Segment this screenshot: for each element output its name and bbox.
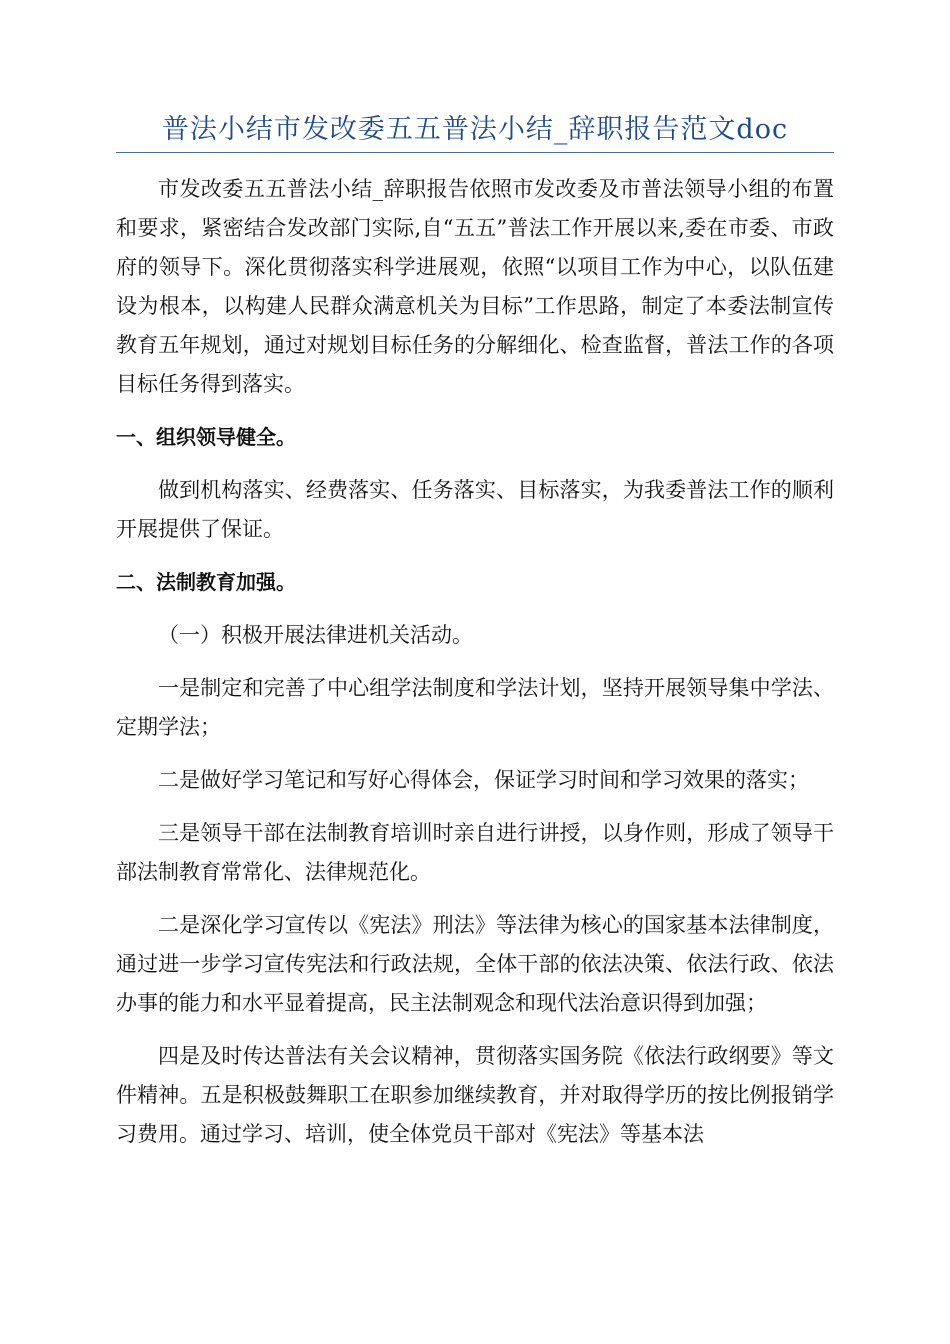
section-heading-2: 二、法制教育加强。 xyxy=(116,570,296,594)
list-paragraph-1: 一是制定和完善了中心组学法制度和学法计划，坚持开展领导集中学法、定期学法； xyxy=(116,676,834,739)
title-block xyxy=(116,112,834,153)
list-paragraph-4: 二是深化学习宣传以《宪法》刑法》等法律为核心的国家基本法律制度，通过进一步学习宣传宪法和行政法规，全体干部的依法决策、依法行政、依法办事的能力和水平显着提高，民主法制观念和现代法治意识得到加强； xyxy=(116,913,834,1015)
document-body xyxy=(116,170,834,1168)
list-paragraph-2: 二是做好学习笔记和写好心得体会，保证学习时间和学习效果的落实； xyxy=(158,768,809,792)
subsection-heading-1: （一）积极开展法律进机关活动。 xyxy=(158,623,473,647)
intro-paragraph: 市发改委五五普法小结_辞职报告依照市发改委及市普法领导小组的布置和要求，紧密结合发改部门实际,自“五五”普法工作开展以来,委在市委、市政府的领导下。深化贯彻落实科学进展观，依照“以项目工作为中心，以队伍建设为根本，以构建人民群众满意机关为目标”工作思路，制定了本委法制宣传教育五年规划，通过对规划目标任务的分解细化、检查监督，普法工作的各项目标任务得到落实。 xyxy=(116,177,834,396)
list-paragraph-5: 四是及时传达普法有关会议精神，贯彻落实国务院《依法行政纲要》等文件精神。五是积极鼓舞职工在职参加继续教育，并对取得学历的按比例报销学习费用。通过学习、培训，使全体党员干部对《宪法》等基本法 xyxy=(116,1044,834,1146)
document-title: 普法小结市发改委五五普法小结_辞职报告范文doc xyxy=(161,114,789,145)
list-paragraph-3: 三是领导干部在法制教育培训时亲自进行讲授，以身作则，形成了领导干部法制教育常常化、法律规范化。 xyxy=(116,821,834,884)
section-heading-1: 一、组织领导健全。 xyxy=(116,425,296,449)
section-1-paragraph: 做到机构落实、经费落实、任务落实、目标落实，为我委普法工作的顺利开展提供了保证。 xyxy=(116,478,834,541)
